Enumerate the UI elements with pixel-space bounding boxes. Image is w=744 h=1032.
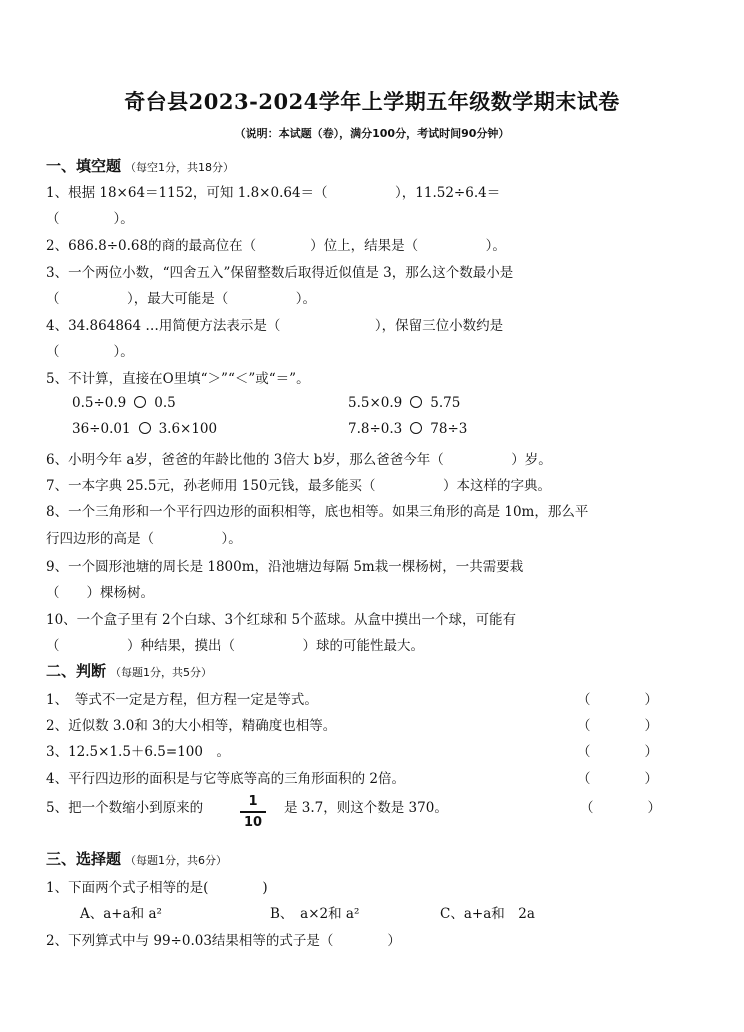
choice-q1-option-a[interactable]: A、a+a和 a² bbox=[80, 906, 162, 922]
q3-line-2: （ ），最大可能是（ ）。 bbox=[46, 291, 316, 307]
compare-item-2 bbox=[348, 395, 460, 411]
compare-right: 0.5 bbox=[154, 395, 176, 411]
compare-item-1 bbox=[72, 395, 176, 411]
q6-line: 6、小明今年 a岁，爸爸的年龄比他的 3倍大 b岁，那么爸爸今年（ ）岁。 bbox=[46, 452, 552, 468]
judge-item-4: 4、平行四边形的面积是与它等底等高的三角形面积的 2倍。 bbox=[46, 771, 405, 787]
compare-circle-4[interactable] bbox=[410, 422, 422, 434]
compare-item-4 bbox=[348, 421, 467, 437]
compare-circle-1[interactable] bbox=[134, 396, 146, 408]
judge-answer-1[interactable]: （ ） bbox=[577, 692, 658, 708]
compare-right: 5.75 bbox=[430, 395, 461, 411]
judge-item-5-tail: 是 3.7，则这个数是 370。 bbox=[284, 800, 448, 816]
judge-answer-3[interactable]: （ ） bbox=[577, 744, 658, 760]
q1-line-1: 1、根据 18×64＝1152，可知 1.8×0.64＝（ ），11.52÷6.4＝ bbox=[46, 185, 501, 201]
section-2-heading bbox=[46, 660, 212, 681]
choice-q1-option-b[interactable]: B、 a×2和 a² bbox=[270, 906, 360, 922]
q9-line-1: 9、一个圆形池塘的周长是 1800m，沿池塘边每隔 5m栽一棵杨树，一共需要栽 bbox=[46, 559, 524, 575]
section-2-note: （每题1分，共5分） bbox=[110, 666, 213, 679]
q10-line-1: 10、一个盒子里有 2个白球、3个红球和 5个蓝球。从盒中摸出一个球，可能有 bbox=[46, 612, 517, 628]
q4-line-2: （ ）。 bbox=[46, 344, 134, 360]
compare-left: 0.5÷0.9 bbox=[72, 395, 127, 411]
section-1-note: （每空1分，共18分） bbox=[125, 161, 235, 174]
judge-item-3: 3、12.5×1.5＋6.5=100 。 bbox=[46, 744, 230, 760]
section-3-note: （每题1分，共6分） bbox=[125, 854, 228, 867]
judge-item-1: 1、 等式不一定是方程，但方程一定是等式。 bbox=[46, 692, 318, 708]
section-1-title: 一、填空题 bbox=[46, 157, 122, 175]
q3-line-1: 3、一个两位小数，“四舍五入”保留整数后取得近似值是 3，那么这个数最小是 bbox=[46, 265, 514, 281]
section-3-heading bbox=[46, 848, 227, 869]
fraction-denominator: 10 bbox=[243, 814, 263, 830]
judge-answer-5[interactable]: （ ） bbox=[580, 800, 661, 816]
judge-answer-2[interactable]: （ ） bbox=[577, 718, 658, 734]
judge-item-2: 2、近似数 3.0和 3的大小相等，精确度也相等。 bbox=[46, 718, 337, 734]
compare-right: 78÷3 bbox=[430, 421, 468, 437]
compare-right: 3.6×100 bbox=[158, 421, 218, 437]
compare-circle-2[interactable] bbox=[410, 396, 422, 408]
fraction-bar bbox=[240, 811, 266, 813]
section-3-title: 三、选择题 bbox=[46, 850, 122, 868]
compare-left: 5.5×0.9 bbox=[348, 395, 403, 411]
exam-subtitle: （说明：本试题（卷），满分100分，考试时间90分钟） bbox=[234, 127, 510, 140]
section-1-heading bbox=[46, 155, 234, 176]
exam-title: 奇台县2023-2024学年上学期五年级数学期末试卷 bbox=[124, 89, 620, 114]
compare-left: 7.8÷0.3 bbox=[348, 421, 403, 437]
q9-line-2: （ ）棵杨树。 bbox=[46, 585, 154, 601]
compare-item-3 bbox=[72, 421, 217, 437]
choice-q2: 2、下列算式中与 99÷0.03结果相等的式子是（ ） bbox=[46, 933, 401, 949]
judge-answer-4[interactable]: （ ） bbox=[577, 771, 658, 787]
q8-line-1: 8、一个三角形和一个平行四边形的面积相等，底也相等。如果三角形的高是 10m，那么平 bbox=[46, 504, 589, 520]
compare-circle-3[interactable] bbox=[139, 422, 151, 434]
compare-left: 36÷0.01 bbox=[72, 421, 131, 437]
q5-line: 5、不计算，直接在O里填“＞”“＜”或“＝”。 bbox=[46, 371, 310, 387]
q1-line-2: （ ）。 bbox=[46, 211, 134, 227]
choice-q1: 1、下面两个式子相等的是( ) bbox=[46, 880, 268, 896]
judge-item-5: 5、把一个数缩小到原来的 bbox=[46, 800, 204, 816]
fraction-numerator: 1 bbox=[248, 794, 258, 809]
q7-line: 7、一本字典 25.5元，孙老师用 150元钱，最多能买（ ）本这样的字典。 bbox=[46, 478, 551, 494]
q8-line-2: 行四边形的高是（ ）。 bbox=[46, 531, 242, 547]
q2-line: 2、686.8÷0.68的商的最高位在（ ）位上，结果是（ ）。 bbox=[46, 238, 506, 254]
choice-q1-option-c[interactable]: C、a+a和 2a bbox=[440, 906, 535, 922]
fraction-one-tenth bbox=[238, 794, 268, 830]
section-2-title: 二、判断 bbox=[46, 662, 107, 680]
q4-line-1: 4、34.864864 …用简便方法表示是（ ），保留三位小数约是 bbox=[46, 318, 504, 334]
q10-line-2: （ ）种结果，摸出（ ）球的可能性最大。 bbox=[46, 638, 424, 654]
